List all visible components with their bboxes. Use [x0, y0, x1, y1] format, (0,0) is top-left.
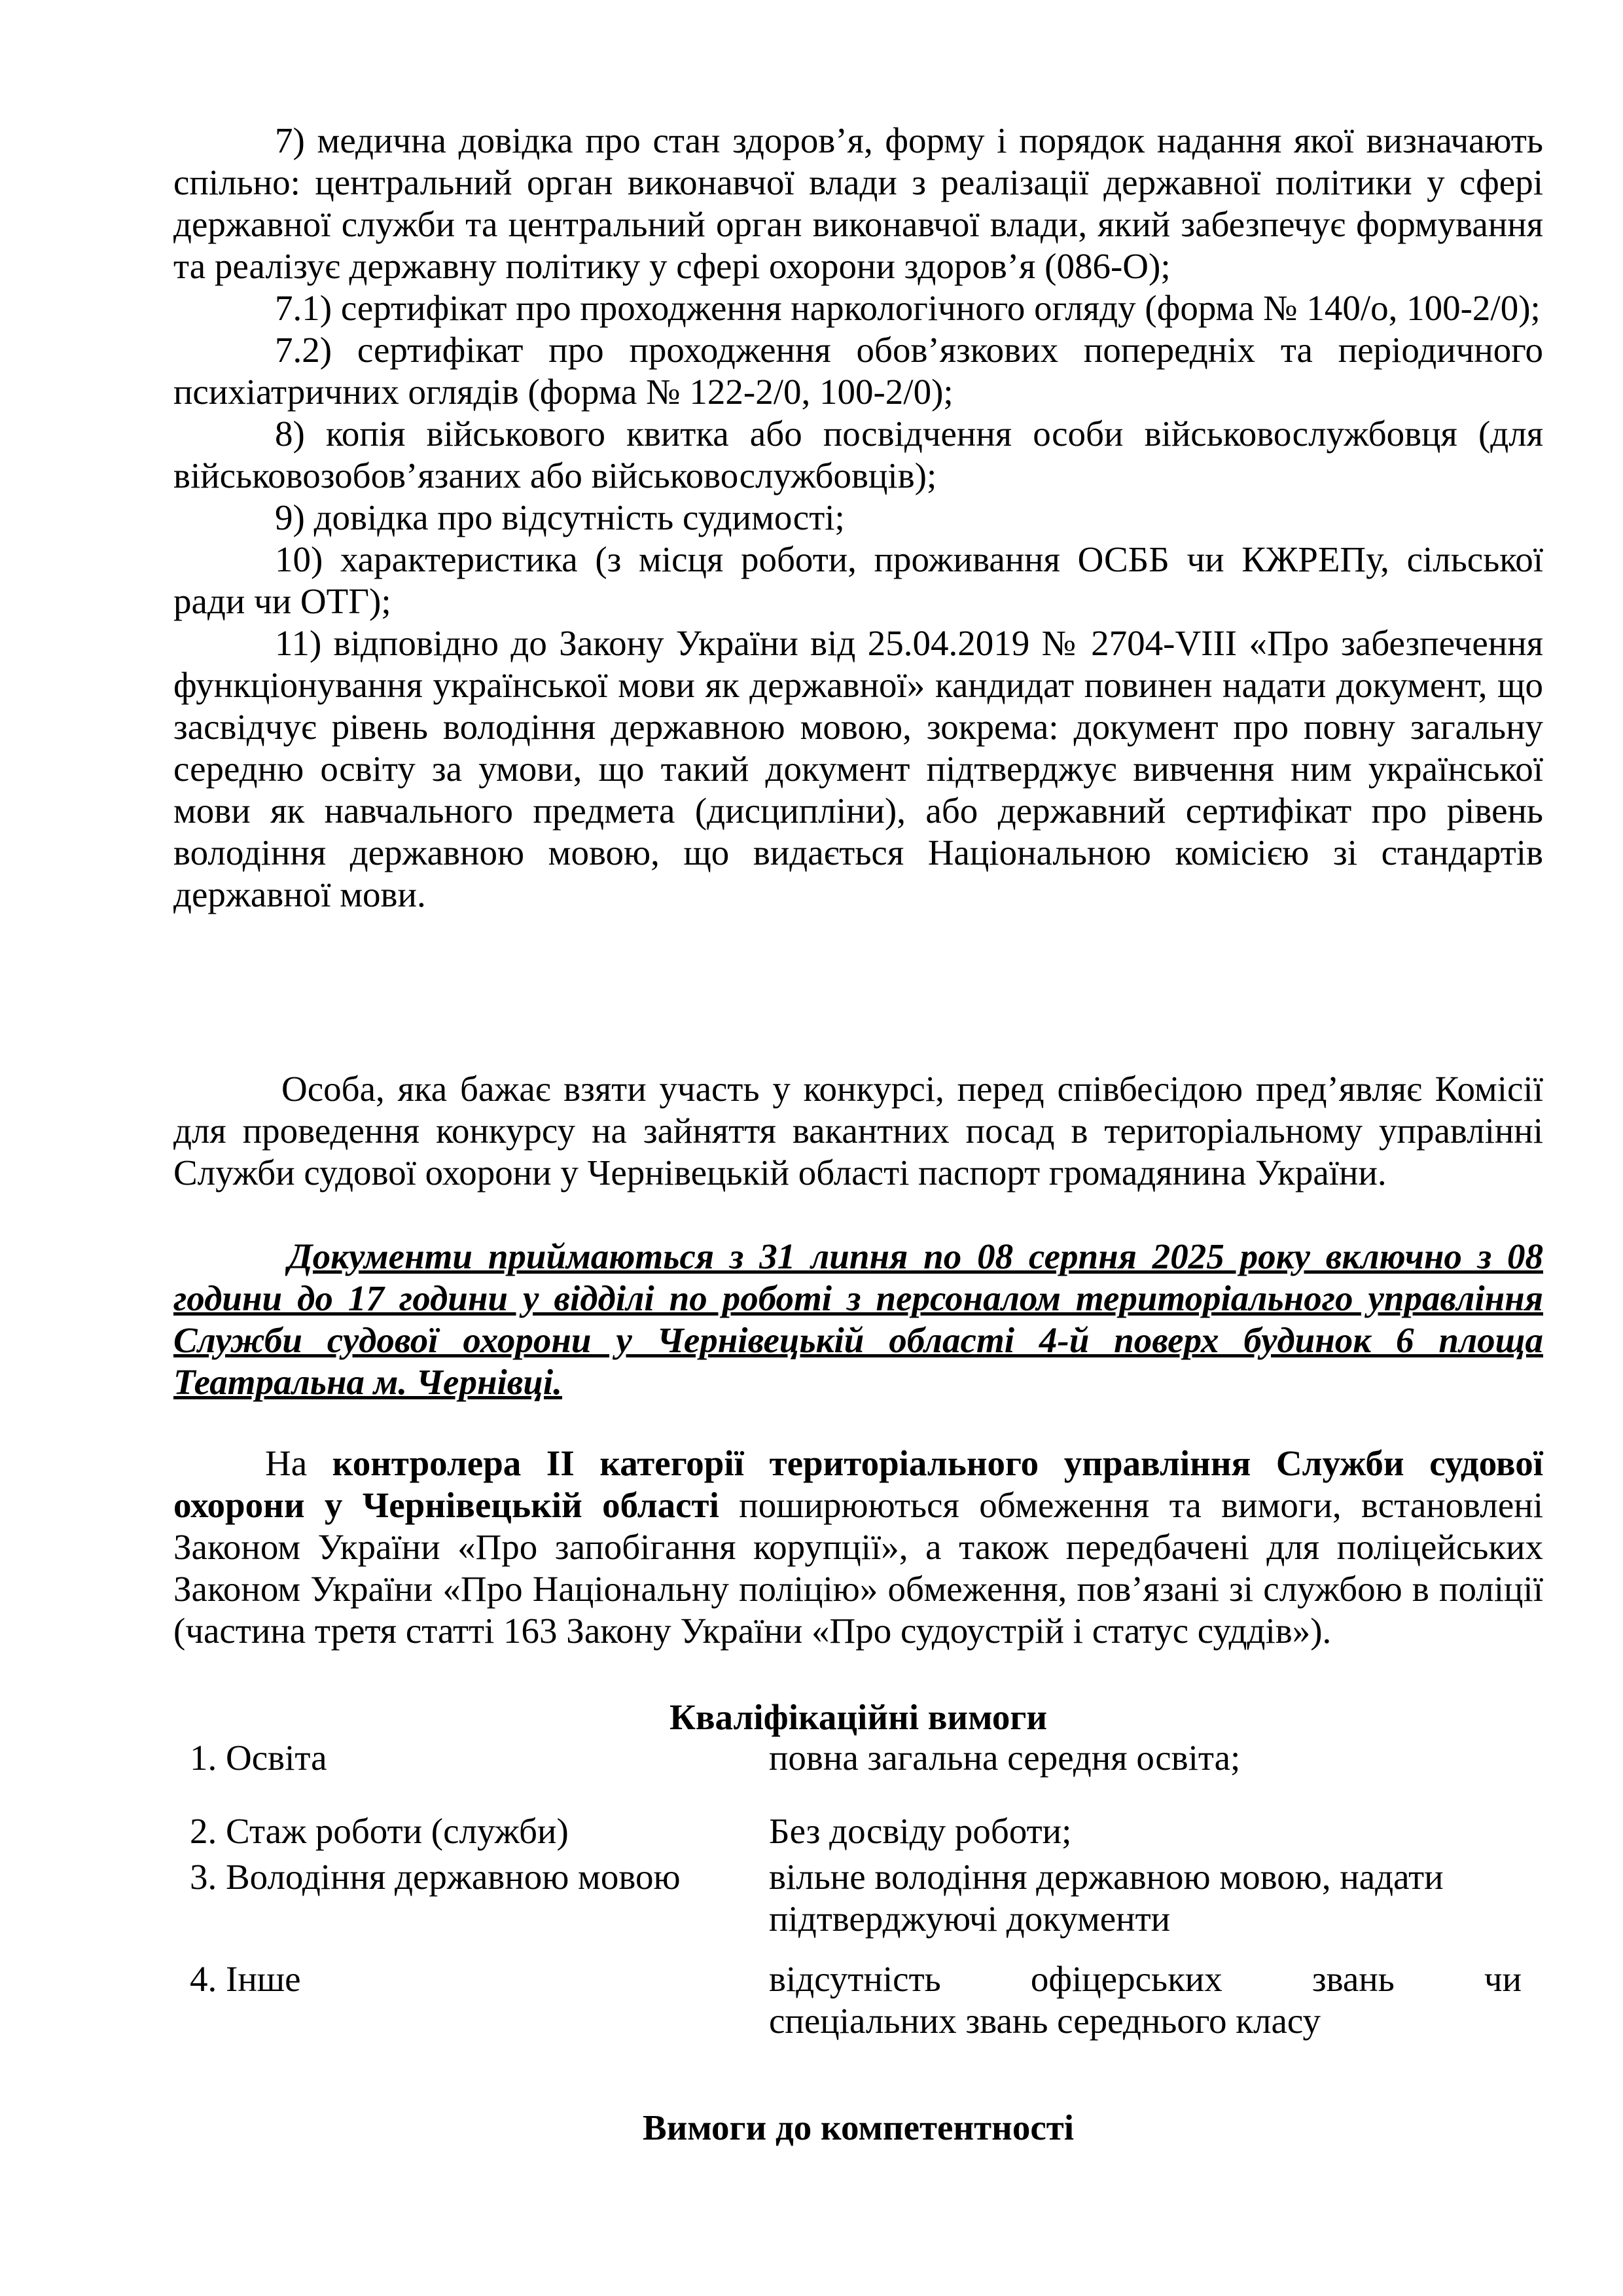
qualification-label: 4. Інше	[190, 1959, 301, 1999]
qualification-value: повна загальна середня освіта;	[769, 1738, 1241, 1778]
qualification-row	[173, 1810, 1543, 1852]
item-11-language-proficiency: 11) відповідно до Закону України від 25.04.2019 № 2704-VIII «Про забезпечення функціонування української мови як державної» кандидат повинен надати документ, що засвідчує рівень володіння державною мовою, зокрема: документ про повну загальну середню освіту за умови, що такий документ підтверджує вивчення ним української мови як навчального предмета (дисципліни), або державний сертифікат про рівень володіння державною мовою, що видається Національною комісією зі стандартів державної мови.	[173, 623, 1543, 914]
item-8-military-id: 8) копія військового квитка або посвідчення особи військовослужбовця (для військовозобов’язаних або військовослужбовців);	[173, 414, 1543, 495]
restrictions-block	[173, 1443, 1543, 1652]
restrictions-prefix: На	[265, 1443, 332, 1483]
item-7-medical-certificate: 7) медична довідка про стан здоров’я, форму і порядок надання якої визначають спільно: центральний орган виконавчої влади з реалізації державної політики у сфері державної служби та центральний орган виконавчої влади, який забезпечує формування та реалізує державну політику у сфері охорони здоров’я (086-О);	[173, 120, 1543, 286]
deadline-notice: Документи приймаються з 31 липня по 08 серпня 2025 року включно з 08 години до 17 години у відділі по роботі з персоналом територіального управління Служби судової охорони у Чернівецькій області 4-й поверх будинок 6 площа Театральна м. Чернівці.	[173, 1236, 1543, 1402]
qualification-value	[769, 1958, 1522, 2042]
qualification-value-line-1: відсутність офіцерських звань чи	[769, 1959, 1522, 1999]
passport-note-block	[173, 1068, 1543, 1194]
qualification-value: Без досвіду роботи;	[769, 1811, 1072, 1851]
qualification-row	[173, 1958, 1543, 2042]
qualification-row	[173, 1856, 1543, 1940]
qualification-label: 3. Володіння державною мовою	[190, 1857, 681, 1897]
item-7-2-psychiatric-certificate: 7.2) сертифікат про проходження обов’язкових попередніх та періодичного психіатричних оглядів (форма № 122-2/0, 100-2/0);	[173, 330, 1543, 412]
qualification-label: 2. Стаж роботи (служби)	[190, 1811, 569, 1851]
item-7-1-narcology-certificate: 7.1) сертифікат про проходження наркологічного огляду (форма № 140/о, 100-2/0);	[275, 288, 1541, 328]
restrictions-paragraph	[173, 1443, 1543, 1652]
qualification-label: 1. Освіта	[190, 1738, 327, 1778]
qualification-value: вільне володіння державною мовою, надати підтверджуючі документи	[769, 1857, 1444, 1939]
item-10-character-reference: 10) характеристика (з місця роботи, проживання ОСББ чи КЖРЕПу, сільської ради чи ОТГ);	[173, 539, 1543, 621]
item-9-no-criminal-record: 9) довідка про відсутність судимості;	[275, 497, 845, 537]
restrictions-position: контролера ІІ категорії територіального управління Служби судової охорони у Чернівецькій області	[173, 1443, 1543, 1525]
deadline-notice-block	[173, 1236, 1543, 1403]
restrictions-text: поширюються обмеження та вимоги, встановлені Законом України «Про запобігання корупції», а також передбачені для поліцейських Законом України «Про Національну поліцію» обмеження, пов’язані зі службою в поліції (частина третя статті 163 Закону України «Про судоустрій і статус суддів»).	[173, 1485, 1543, 1651]
passport-note: Особа, яка бажає взяти участь у конкурсі, перед співбесідою пред’являє Комісії для проведення конкурсу на зайняття вакантних посад в територіальному управлінні Служби судової охорони у Чернівецькій області паспорт громадянина України.	[173, 1069, 1543, 1193]
qualification-heading: Кваліфікаційні вимоги	[669, 1697, 1048, 1737]
qualification-value-line-2: спеціальних звань середнього класу	[769, 2001, 1321, 2041]
competence-heading: Вимоги до компетентності	[642, 2108, 1075, 2147]
documents-list	[173, 120, 1543, 916]
qualification-row	[173, 1737, 1543, 1779]
